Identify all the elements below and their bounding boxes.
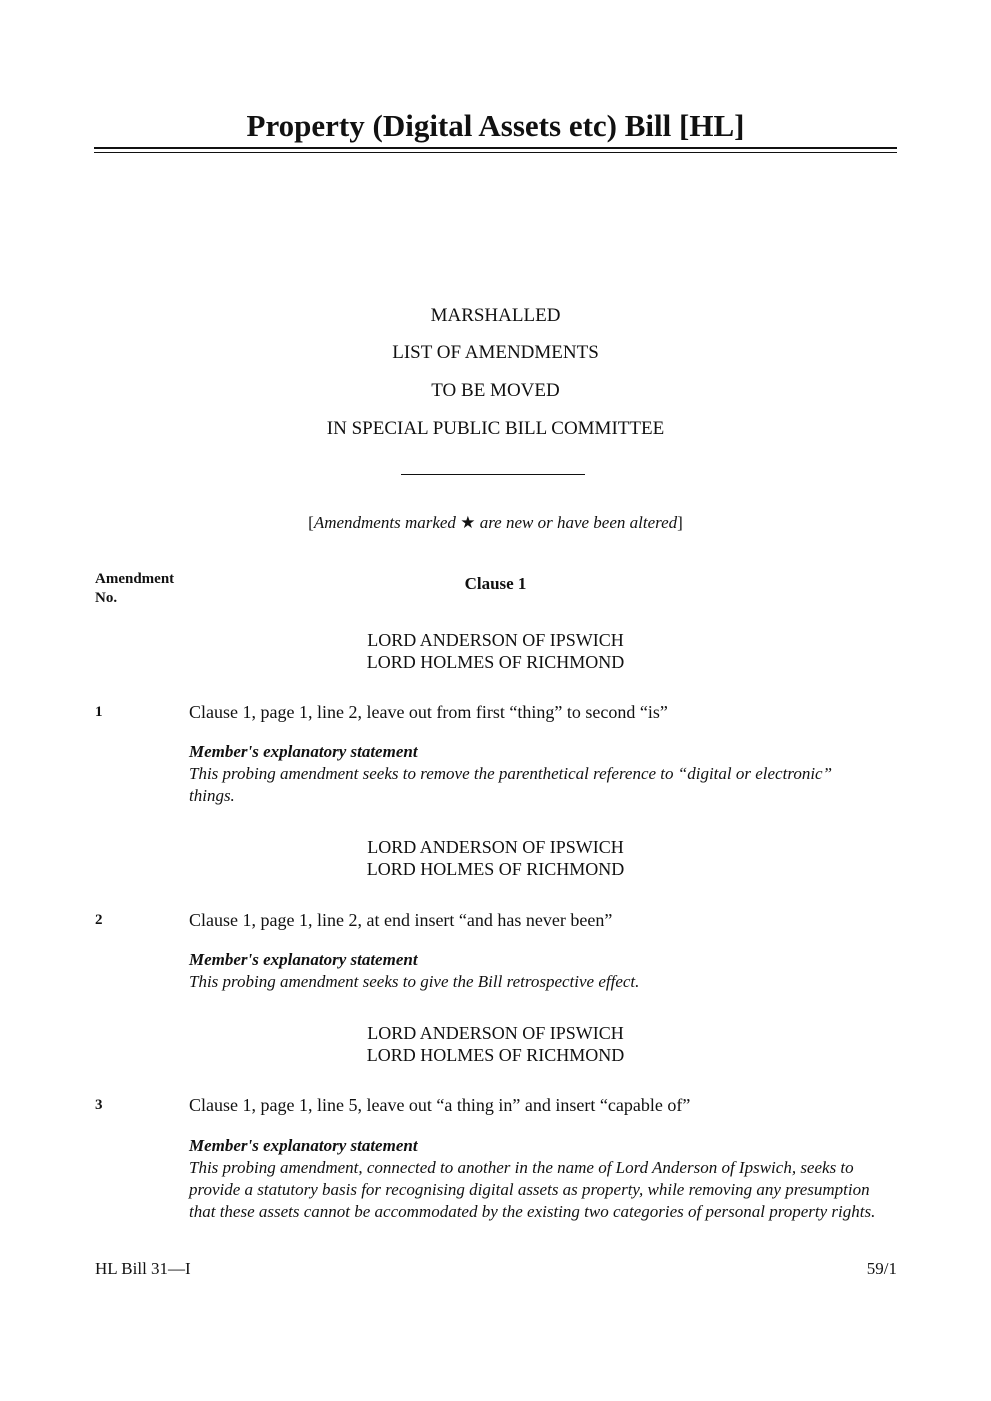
amendment-number: 3: [95, 1097, 103, 1113]
divider: [401, 474, 585, 475]
title-rule-thin: [94, 152, 897, 153]
amendment-number: 1: [95, 704, 103, 720]
star-icon: ★: [460, 513, 476, 532]
sponsors: LORD ANDERSON OF IPSWICH LORD HOLMES OF RICHMOND: [366, 837, 625, 879]
bill-reference: HL Bill 31—I: [95, 1259, 191, 1278]
sponsors: LORD ANDERSON OF IPSWICH LORD HOLMES OF RICHMOND: [366, 630, 625, 672]
amendment-text: Clause 1, page 1, line 5, leave out “a thing in” and insert “capable of”: [189, 1095, 691, 1115]
explanatory-statement: Member's explanatory statement This probing amendment seeks to remove the parenthetical reference to “digital or electronic” things.: [189, 742, 833, 805]
amendments-notice: [Amendments marked ★ are new or have been altered]: [308, 513, 683, 532]
amendment-text: Clause 1, page 1, line 2, leave out from first “thing” to second “is”: [189, 702, 668, 722]
bill-title: Property (Digital Assets etc) Bill [HL]: [246, 108, 745, 143]
heading-line: IN SPECIAL PUBLIC BILL COMMITTEE: [326, 418, 665, 439]
clause-heading: Clause 1: [464, 574, 527, 593]
explanatory-statement: Member's explanatory statement This probing amendment seeks to give the Bill retrospective effect.: [189, 950, 640, 991]
title-rule-thick: [94, 147, 897, 149]
heading-line: LIST OF AMENDMENTS: [392, 342, 599, 363]
heading-line: MARSHALLED: [430, 305, 561, 326]
amendment-no-label: Amendment No.: [95, 571, 175, 606]
amendment-number: 2: [95, 912, 103, 928]
page-reference: 59/1: [866, 1259, 897, 1278]
heading-line: TO BE MOVED: [431, 380, 560, 401]
sponsors: LORD ANDERSON OF IPSWICH LORD HOLMES OF RICHMOND: [366, 1023, 625, 1065]
amendment-text: Clause 1, page 1, line 2, at end insert “and has never been”: [189, 910, 613, 930]
explanatory-statement: Member's explanatory statement This probing amendment, connected to another in the name of Lord Anderson of Ipswich, seeks to provide a statutory basis for recognising digital assets as property, while removing any presumption that these assets cannot be accommodated by the existing two categories of personal property rights.: [189, 1136, 876, 1221]
